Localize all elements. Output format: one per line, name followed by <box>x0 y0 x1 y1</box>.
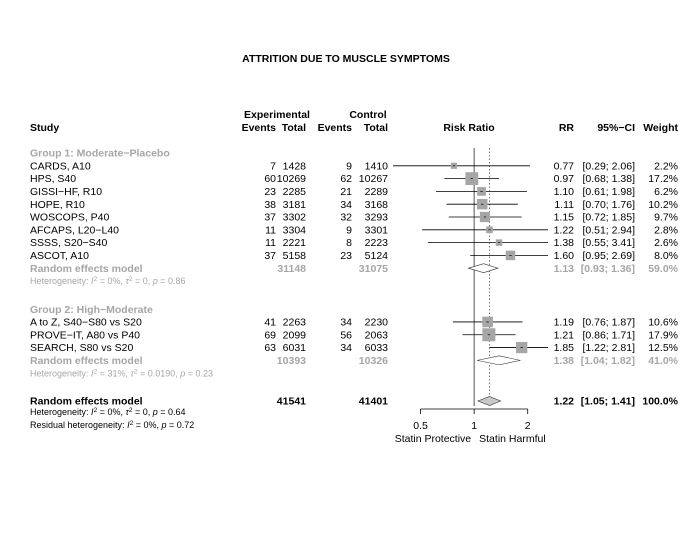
exp-total: 3181 <box>282 198 306 211</box>
rr-value: 1.10 <box>553 186 574 198</box>
subgroup-pooled-exp-total: 10393 <box>276 354 306 367</box>
subgroup-pooled-rr: 1.13 <box>553 262 574 275</box>
study-name: SSSS, S20−S40 <box>30 237 108 250</box>
subgroup-pooled-label: Random effects model <box>30 262 143 275</box>
rr-value: 1.21 <box>553 329 574 342</box>
weight-value: 10.6% <box>648 316 678 329</box>
exp-total: 3302 <box>282 211 306 224</box>
ctl-total: 5124 <box>364 250 388 262</box>
ctl-total: 6033 <box>364 342 388 355</box>
ci-value: [0.51; 2.94] <box>582 224 635 237</box>
header-experimental: Experimental <box>244 109 310 121</box>
header-exp-events: Events <box>241 122 276 134</box>
study-name: AFCAPS, L20−L40 <box>30 224 120 237</box>
ci-value: [1.22; 2.81] <box>582 342 635 355</box>
exp-events: 63 <box>264 342 276 355</box>
subgroup-diamond <box>477 356 520 365</box>
rr-value: 1.19 <box>553 316 574 329</box>
subgroup-pooled-weight: 41.0% <box>648 354 678 367</box>
exp-total: 2221 <box>282 237 306 250</box>
study-name: CARDS, A10 <box>30 160 91 173</box>
exp-events: 23 <box>264 186 276 198</box>
ctl-total: 10267 <box>358 173 388 186</box>
subgroup-pooled-ctl-total: 31075 <box>358 262 388 275</box>
header-control: Control <box>349 109 387 121</box>
ctl-total: 3168 <box>364 198 388 211</box>
weight-value: 2.6% <box>654 237 678 250</box>
subgroup-label: Group 1: Moderate−Placebo <box>30 147 170 160</box>
exp-total: 2099 <box>282 329 306 342</box>
study-row <box>30 237 678 249</box>
ci-value: [0.86; 1.71] <box>582 329 635 342</box>
ctl-total: 3301 <box>364 224 388 237</box>
ctl-events: 9 <box>346 224 352 237</box>
weight-value: 10.2% <box>648 198 678 211</box>
x-axis-right-label: Statin Harmful <box>479 433 546 445</box>
x-axis-left-label: Statin Protective <box>394 433 472 445</box>
rr-value: 0.97 <box>553 173 574 186</box>
rr-value: 1.11 <box>554 198 574 211</box>
subgroup-pooled-ci: [0.93; 1.36] <box>580 262 635 275</box>
study-row <box>30 160 678 172</box>
rr-value: 1.22 <box>553 224 574 237</box>
weight-value: 17.2% <box>648 173 678 186</box>
overall-pooled-ci: [1.05; 1.41] <box>580 395 635 408</box>
ci-value: [0.70; 1.76] <box>582 198 635 211</box>
ctl-events: 56 <box>340 329 352 342</box>
exp-events: 41 <box>264 316 276 329</box>
study-name: ASCOT, A10 <box>30 250 89 262</box>
rr-value: 1.85 <box>553 342 574 355</box>
ctl-events: 21 <box>340 186 352 198</box>
ctl-total: 1410 <box>364 160 388 173</box>
rr-value: 1.38 <box>553 237 574 250</box>
header-study: Study <box>30 122 60 134</box>
ci-value: [0.61; 1.98] <box>582 186 635 198</box>
ci-value: [0.29; 2.06] <box>582 160 635 173</box>
ci-value: [0.68; 1.38] <box>582 173 635 186</box>
overall-heterogeneity: Heterogeneity: $I^2 = 0\%$, $\tau^2 = 0$, p = 0.64 <box>30 406 186 417</box>
overall-pooled-label: Random effects model <box>30 395 143 408</box>
overall-pooled-exp-total: 41541 <box>276 395 306 408</box>
header-ci: 95%−CI <box>597 122 635 134</box>
header-risk-ratio: Risk Ratio <box>443 122 495 134</box>
exp-events: 37 <box>264 211 276 224</box>
header-ctl-events: Events <box>317 122 352 134</box>
exp-events: 11 <box>265 224 276 237</box>
header-weight: Weight <box>643 122 678 134</box>
weight-value: 8.0% <box>654 250 678 262</box>
exp-events: 7 <box>270 160 276 173</box>
exp-events: 60 <box>264 173 276 186</box>
ctl-events: 34 <box>340 316 352 329</box>
rr-value: 1.60 <box>553 250 574 262</box>
study-name: PROVE−IT, A80 vs P40 <box>30 329 141 342</box>
x-tick-label: 2 <box>524 420 531 432</box>
subgroup-label: Group 2: High−Moderate <box>30 303 153 316</box>
subgroup-pooled-ci: [1.04; 1.82] <box>580 354 635 367</box>
overall-diamond <box>478 397 501 406</box>
exp-total: 5158 <box>282 250 306 262</box>
subgroup-pooled-rr: 1.38 <box>553 354 574 367</box>
study-name: SEARCH, S80 vs S20 <box>30 342 134 355</box>
exp-total: 2285 <box>282 186 306 198</box>
overall-pooled-ctl-total: 41401 <box>358 395 388 408</box>
exp-events: 69 <box>264 329 276 342</box>
exp-total: 10269 <box>276 173 306 186</box>
exp-events: 37 <box>264 250 276 262</box>
ctl-events: 32 <box>340 211 352 224</box>
residual-heterogeneity: Residual heterogeneity: $I^2 = 0\%$, p = 0.72 <box>30 419 195 430</box>
ctl-total: 2223 <box>364 237 388 250</box>
weight-value: 12.5% <box>648 342 678 355</box>
study-row <box>30 212 678 224</box>
exp-events: 38 <box>264 198 276 211</box>
subgroup-heterogeneity: Heterogeneity: $I^2 = 31\%$, $\tau^2 = 0.0190$, p = 0.23 <box>30 367 214 379</box>
exp-total: 6031 <box>282 342 306 355</box>
subgroup-pooled-ctl-total: 10326 <box>358 354 388 367</box>
exp-total: 2263 <box>282 316 306 329</box>
rr-value: 0.77 <box>553 160 574 173</box>
x-tick-label: 1 <box>471 420 478 432</box>
ctl-total: 2230 <box>364 316 388 329</box>
x-tick-label: 0.5 <box>413 420 428 432</box>
study-name: WOSCOPS, P40 <box>30 211 110 224</box>
study-row <box>30 186 678 198</box>
ctl-events: 23 <box>340 250 352 262</box>
ctl-total: 3293 <box>364 211 388 224</box>
subgroup-pooled-weight: 59.0% <box>648 262 678 275</box>
weight-value: 2.8% <box>654 224 678 237</box>
ctl-events: 9 <box>346 160 352 173</box>
study-row <box>30 329 678 341</box>
ci-value: [0.76; 1.87] <box>582 316 635 329</box>
ctl-total: 2063 <box>364 329 388 342</box>
overall-pooled-rr: 1.22 <box>553 395 574 408</box>
subgroup-diamond <box>469 264 498 273</box>
study-row <box>30 342 678 354</box>
overall-pooled-weight: 100.0% <box>642 395 678 408</box>
ci-value: [0.55; 3.41] <box>582 237 635 250</box>
study-row <box>30 250 678 262</box>
header-rr: RR <box>558 122 574 134</box>
study-name: HPS, S40 <box>30 173 77 186</box>
ctl-events: 34 <box>340 198 352 211</box>
study-name: HOPE, R10 <box>30 198 85 211</box>
subgroup-pooled-exp-total: 31148 <box>277 262 306 275</box>
weight-value: 2.2% <box>654 160 678 173</box>
weight-value: 6.2% <box>654 186 678 198</box>
ctl-events: 8 <box>346 237 352 250</box>
rr-value: 1.15 <box>553 211 574 224</box>
ctl-total: 2289 <box>364 186 388 198</box>
ctl-events: 62 <box>340 173 352 186</box>
study-row <box>30 224 678 236</box>
weight-value: 17.9% <box>648 329 678 342</box>
ci-value: [0.95; 2.69] <box>582 250 635 262</box>
exp-total: 1428 <box>282 160 306 173</box>
study-row <box>30 173 678 185</box>
header-exp-total: Total <box>281 122 306 134</box>
exp-total: 3304 <box>282 224 306 237</box>
study-name: GISSI−HF, R10 <box>30 186 103 198</box>
chart-title: ATTRITION DUE TO MUSCLE SYMPTOMS <box>242 53 450 65</box>
subgroup-heterogeneity: Heterogeneity: $I^2 = 0\%$, $\tau^2 = 0$, p = 0.86 <box>30 275 186 287</box>
ctl-events: 34 <box>340 342 352 355</box>
ci-value: [0.72; 1.85] <box>582 211 635 224</box>
study-row <box>30 199 678 211</box>
subgroup-pooled-label: Random effects model <box>30 354 143 367</box>
weight-value: 9.7% <box>654 211 678 224</box>
header-ctl-total: Total <box>363 122 388 134</box>
study-row <box>30 317 678 329</box>
exp-events: 11 <box>265 237 276 250</box>
study-name: A to Z, S40−S80 vs S20 <box>30 316 142 329</box>
